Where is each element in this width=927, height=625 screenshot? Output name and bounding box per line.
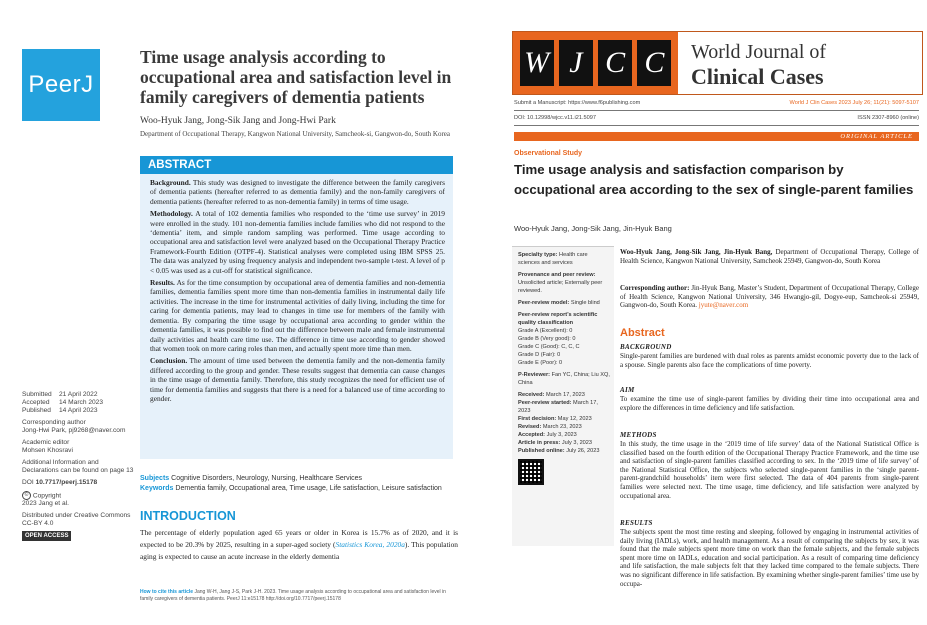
corresponding-author-label: Corresponding author xyxy=(22,419,86,426)
peer-review-model: Peer-review model: Single blind xyxy=(518,300,600,306)
grade-item: Grade B (Very good): 0 xyxy=(518,336,576,342)
submitted-date: Submitted 21 April 2022 xyxy=(22,391,98,398)
copyright-holder: 2023 Jang et al. xyxy=(22,500,69,508)
article-info-sidebar xyxy=(22,391,134,541)
additional-info: Additional Information and Declarations can be found on page 13 xyxy=(22,459,134,474)
date-row: Received: March 17, 2023 xyxy=(518,392,585,398)
doi-meta xyxy=(514,115,919,121)
date-row: Article in press: July 3, 2023 xyxy=(518,440,593,446)
provenance: Provenance and peer review: Unsolicited article; Externally peer reviewed. xyxy=(518,272,603,294)
author-list: Woo-Hyuk Jang, Jong-Sik Jang, Jin-Hyuk Bang xyxy=(514,224,672,233)
date-row: Revised: March 23, 2023 xyxy=(518,424,582,430)
logo-letter: J xyxy=(559,40,593,86)
date-row: Published online: July 26, 2023 xyxy=(518,448,600,454)
logo-letter: C xyxy=(637,40,671,86)
study-type: Observational Study xyxy=(514,150,583,157)
abstract-box xyxy=(140,156,453,459)
wjcc-article-page xyxy=(506,0,927,625)
affiliation-block: Woo-Hyuk Jang, Jong-Sik Jang, Jin-Hyuk Bang, Department of Occupational Therapy, College of Health Science, Kangwon National University, Samcheok 25949, Gangwon-do, South Korea xyxy=(620,248,919,265)
introduction-heading: INTRODUCTION xyxy=(140,509,236,523)
published-date: Published 14 April 2023 xyxy=(22,407,98,414)
results-heading: RESULTS xyxy=(620,519,653,527)
logo-letter: W xyxy=(520,40,554,86)
academic-editor-label: Academic editor xyxy=(22,439,70,446)
license-line: Distributed under Creative Commons CC-BY 4.0 xyxy=(22,512,131,528)
p-reviewer: P-Reviewer: Fan YC, China; Liu XQ, China xyxy=(518,372,610,386)
copyright-icon: © xyxy=(22,491,31,500)
subjects-keywords xyxy=(140,474,460,494)
aim-heading: AIM xyxy=(620,386,635,394)
peerj-article-page xyxy=(0,0,462,625)
introduction-text: The percentage of elderly population aged 65 years or older in Korea is 15.7% as of 2020, and it is expected to be 20.3% by 2025, resulting in a super-aged society (Statistics Korea, 2020a). This population aging is expected to cause an acute increase in the elderly dementia xyxy=(140,528,458,561)
date-row: First decision: May 12, 2023 xyxy=(518,416,592,422)
open-access-badge: OPEN ACCESS xyxy=(22,531,71,541)
aim-text: To examine the time use of single-parent families by dividing their time into occupational area and explore the differences in time deficiency and life satisfaction. xyxy=(620,395,919,412)
citation-link[interactable]: Statistics Korea, 2020a xyxy=(335,540,405,549)
journal-name-line2: Clinical Cases xyxy=(691,64,824,89)
subjects-line: Subjects Cognitive Disorders, Neurology, Nursing, Healthcare Services xyxy=(140,475,363,482)
grade-item: Grade D (Fair): 0 xyxy=(518,352,561,358)
submit-link[interactable]: Submit a Manuscript: https://www.f6publishing.com xyxy=(514,100,641,106)
academic-editor: Mohsen Khosravi xyxy=(22,447,73,454)
abstract-background: Background. This study was designed to investigate the difference between the family caregivers of dementia patients (hereafter referred to as dementia family) and the non-family caregivers of dementia patients (hereafter referred to as non-dementia family) in terms of time usage. xyxy=(150,178,445,206)
methods-heading: METHODS xyxy=(620,431,657,439)
grade-item: Grade C (Good): C, C, C xyxy=(518,344,580,350)
original-article-bar: ORIGINAL ARTICLE xyxy=(514,132,919,141)
date-row: Accepted: July 3, 2023 xyxy=(518,432,577,438)
date-row: Peer-review started: March 17, 2023 xyxy=(518,400,598,414)
submission-meta xyxy=(514,100,919,106)
wjcc-logo xyxy=(513,32,678,94)
results-text: The subjects spent the most time resting and sleeping, followed by engaging in instrumental activities of daily living (IADLs), work, and health management. As a result of comparing the subjects by sex, it was found that the male subjects spent more time on work than the female subjects, and the female subjects spent more time on IADLs, education and social participation. As a result of comparing time deficiency and life satisfaction, the male subjects felt that they lacked time compared to the female subjects. There was no significant difference in life satisfaction. By examining whether single-parent families’ time use by occupa- xyxy=(620,528,919,588)
background-heading: BACKGROUND xyxy=(620,343,672,351)
peerj-logo: PeerJ xyxy=(22,49,100,121)
background-text: Single-parent families are burdened with dual roles as parents amidst economic poverty due to the lack of a spouse. Single parents also face the complications of time poverty. xyxy=(620,352,919,369)
journal-header xyxy=(512,31,923,95)
abstract-body xyxy=(140,174,453,403)
affiliation: Department of Occupational Therapy, Kangwon National University, Samcheok-si, Gangwon-do, South Korea xyxy=(140,130,450,138)
corresponding-email[interactable]: jyute@naver.com xyxy=(698,301,749,310)
issn: ISSN 2307-8960 (online) xyxy=(857,115,919,121)
grade-item: Grade A (Excellent): 0 xyxy=(518,328,573,334)
logo-letter: C xyxy=(598,40,632,86)
abstract-heading: Abstract xyxy=(620,327,665,339)
how-to-cite: How to cite this article Jang W-H, Jang J-S, Park J-H. 2023. Time usage analysis according to occupational area and satisfaction level in family caregivers of dementia patients. PeerJ 11:e15178 http://doi.org/10.7717/peerj.15178 xyxy=(140,589,446,602)
qr-code-icon xyxy=(518,459,544,485)
corresponding-author-block: Corresponding author: Jin-Hyuk Bang, Master’s Student, Department of Occupational Therapy, College of Health Science, Kangwon National University, 346 Hwangjo-gil, Dogye-eup, Samcheok-si 25949, Gangwon-do, South Korea. jyute@naver.com xyxy=(620,284,919,310)
doi-link[interactable]: DOI: 10.12998/wjcc.v11.i21.5097 xyxy=(514,115,596,121)
keywords-line: Keywords Dementia family, Occupational area, Time usage, Life satisfaction, Leisure satisfaction xyxy=(140,485,442,492)
corresponding-author: Jong-Hwi Park, pj9268@naver.com xyxy=(22,427,126,434)
journal-reference: World J Clin Cases 2023 July 26; 11(21): 5097-5107 xyxy=(789,100,919,106)
article-title: Time usage analysis and satisfaction comparison by occupational area according to the sex of single-parent families xyxy=(514,162,914,197)
grade-item: Grade E (Poor): 0 xyxy=(518,360,563,366)
copyright-line: © Copyright xyxy=(22,491,134,500)
author-list: Woo-Hyuk Jang, Jong-Sik Jang and Jong-Hwi Park xyxy=(140,116,336,126)
article-title: Time usage analysis according to occupational area and satisfaction level in family caregivers of dementia patients xyxy=(140,47,452,107)
doi-line: DOI 10.7717/peerj.15178 xyxy=(22,479,98,486)
quality-classification: Peer-review report’s scientific quality classification Grade A (Excellent): 0 Grade B (Very good): 0 Grade C (Good): C, C, C Grade D (Fair): 0 Grade E (Poor): 0 xyxy=(518,311,610,367)
journal-name-line1: World Journal of xyxy=(691,41,827,63)
article-dates xyxy=(518,391,610,455)
abstract-heading: ABSTRACT xyxy=(140,156,453,174)
abstract-conclusion: Conclusion. The amount of time used between the dementia family and the non-dementia family differed according to the group and gender. These results suggest that dementia can cause changes in the time usage of dementia family. Therefore, this study recognizes the need for efficient use of time for dementia families and suggests that there is a need for a balanced use of time according to gender. xyxy=(150,356,446,403)
accepted-date: Accepted 14 March 2023 xyxy=(22,399,103,406)
methods-text: In this study, the time usage in the ‘2019 time of life survey’ data of the National Statistical Office is classified based on the fourth edition of the Occupational Therapy Practice Framework, and the time use and satisfaction of single-parent families classified according to sex. In the ‘2019 time of life survey’ of the National Statistical Office, the subjects who selected single-parent families in the ‘single parent-parent-grandchild households’ item were first selected. The data of 404 parents from single-parent families were selected next. The time usage, time deficiency, and life satisfaction were analyzed by occupational area. xyxy=(620,440,919,500)
abstract-methodology: Methodology. A total of 102 dementia families who responded to the ‘time use survey’ in 2019 were enrolled in the study. 101 non-dementia families include families who did not respond to the ‘dementia’ item, and simple random sampling was performed. Time usage according to occupational area and satisfaction level were analyzed based on the Occupational Therapy Practice Framework-Fourth Edition (OTPF-4). Statistical analyses were completed using IBM SPSS 25. The data was analyzed by using frequency analysis and independent two-sample t-test. A level of p < 0.05 was used as a cut-off for statistical significance. xyxy=(150,209,445,275)
abstract-results: Results. As for the time consumption by occupational area of dementia families and non-dementia families, dementia families spent more time than non-dementia families in instrumental daily life activities. The increase in the time for instrumental activities of daily living, including the time for caring for dementia patients, may lead to changes in time use for members of the family with dementia. By comparing the time usage by occupational area according to gender within the dementia families, it was possible to find out the difference between male and female instrumental daily activities and health care time use. The difference in time use according to gender showed that women took on more caring roles than men, and actually spent more time than men. xyxy=(150,278,445,353)
article-sidebar xyxy=(512,246,614,546)
specialty-type: Specialty type: Health care sciences and services xyxy=(518,252,588,266)
